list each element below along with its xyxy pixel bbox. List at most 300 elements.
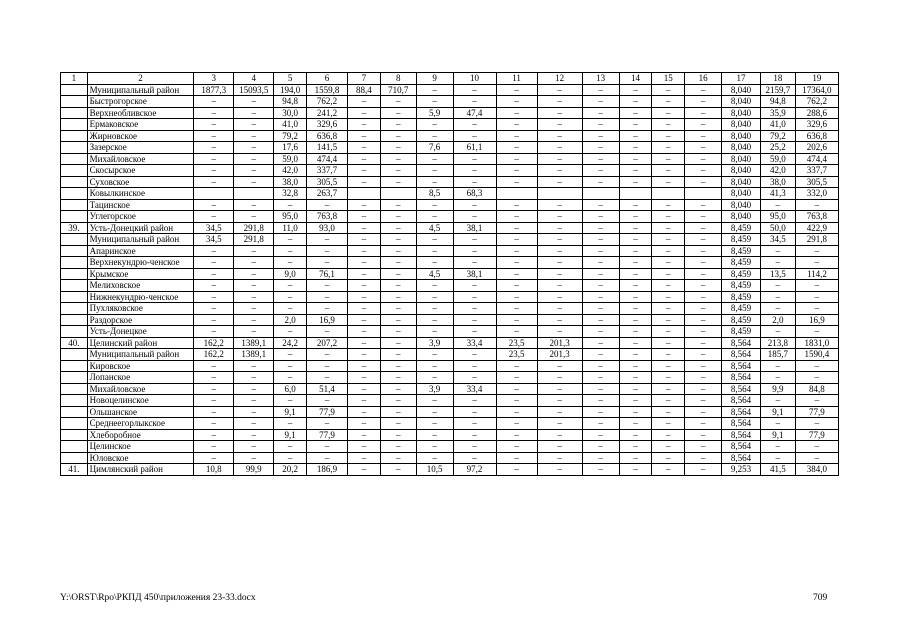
value-cell: – [453,303,496,315]
value-cell: – [234,280,274,292]
value-cell: – [619,119,652,131]
row-number-cell [61,360,88,372]
value-cell: 23,5 [496,349,537,361]
value-cell: – [194,360,234,372]
value-cell: – [496,452,537,464]
value-cell: – [537,383,582,395]
value-cell: – [619,441,652,453]
value-cell: 337,7 [306,165,347,177]
value-cell: – [619,199,652,211]
value-cell: 8,5 [416,188,453,200]
value-cell: – [194,326,234,338]
header-cell: 2 [87,73,194,85]
value-cell: – [582,280,619,292]
value-cell: – [652,176,685,188]
value-cell: – [619,222,652,234]
value-cell: – [652,165,685,177]
value-cell: – [619,383,652,395]
table-row [61,107,839,119]
value-cell: 99,9 [234,464,274,476]
value-cell: – [496,176,537,188]
value-cell: – [453,119,496,131]
value-cell: – [194,383,234,395]
value-cell: – [652,96,685,108]
value-cell [496,188,537,200]
territory-name-cell: Жирновское [87,130,194,142]
value-cell: – [685,96,722,108]
value-cell: 8,564 [722,418,761,430]
value-cell: – [380,383,416,395]
value-cell: – [416,130,453,142]
row-number-cell [61,119,88,131]
value-cell: – [453,96,496,108]
table-row [61,291,839,303]
value-cell: – [380,452,416,464]
value-cell: – [537,395,582,407]
territory-name-cell: Верхнекундрю-ченское [87,257,194,269]
table-row [61,165,839,177]
header-cell: 3 [194,73,234,85]
row-number-cell [61,418,88,430]
value-cell: – [537,153,582,165]
value-cell: – [234,383,274,395]
value-cell: – [496,234,537,246]
value-cell: – [347,372,380,384]
value-cell: – [453,291,496,303]
territory-name-cell: Ермаковское [87,119,194,131]
value-cell: – [619,418,652,430]
value-cell: – [685,406,722,418]
row-number-cell [61,257,88,269]
value-cell: – [416,96,453,108]
value-cell: – [582,257,619,269]
value-cell: 291,8 [795,234,838,246]
value-cell: – [795,418,838,430]
value-cell: – [537,142,582,154]
value-cell: – [619,406,652,418]
value-cell: – [347,349,380,361]
value-cell: – [416,176,453,188]
value-cell: – [416,153,453,165]
value-cell: – [537,464,582,476]
value-cell: – [234,268,274,280]
value-cell: 10,8 [194,464,234,476]
value-cell: – [347,360,380,372]
value-cell: – [582,372,619,384]
value-cell: – [496,429,537,441]
value-cell: 38,0 [274,176,307,188]
value-cell: – [274,441,307,453]
value-cell: – [234,165,274,177]
value-cell: 288,6 [795,107,838,119]
value-cell: – [685,349,722,361]
value-cell: – [347,211,380,223]
value-cell: – [582,291,619,303]
value-cell: – [619,464,652,476]
row-number-cell [61,268,88,280]
header-cell: 9 [416,73,453,85]
value-cell: 41,0 [760,119,795,131]
value-cell: 636,8 [306,130,347,142]
value-cell: – [306,441,347,453]
value-cell: 41,0 [274,119,307,131]
value-cell: – [619,130,652,142]
value-cell: – [760,199,795,211]
value-cell: – [453,314,496,326]
value-cell: 8,040 [722,211,761,223]
value-cell: 11,0 [274,222,307,234]
value-cell: 8,564 [722,360,761,372]
value-cell: 15093,5 [234,84,274,96]
value-cell: – [347,234,380,246]
value-cell: – [619,142,652,154]
value-cell: – [537,280,582,292]
value-cell: 636,8 [795,130,838,142]
value-cell: – [416,395,453,407]
value-cell: 8,040 [722,188,761,200]
row-number-cell [61,452,88,464]
data-table [60,72,839,476]
value-cell: 97,2 [453,464,496,476]
value-cell: – [496,165,537,177]
value-cell: – [685,165,722,177]
value-cell: – [582,337,619,349]
value-cell: – [619,234,652,246]
value-cell: – [795,199,838,211]
row-number-cell [61,153,88,165]
row-number-cell [61,372,88,384]
value-cell: – [582,395,619,407]
value-cell: – [537,176,582,188]
value-cell: – [274,245,307,257]
value-cell: – [234,130,274,142]
row-number-cell [61,429,88,441]
value-cell: – [685,176,722,188]
territory-name-cell: Апаринское [87,245,194,257]
value-cell: – [652,326,685,338]
value-cell: – [416,314,453,326]
header-cell: 13 [582,73,619,85]
header-cell: 1 [61,73,88,85]
value-cell: 8,564 [722,337,761,349]
territory-name-cell: Верхнеобливское [87,107,194,119]
value-cell: – [453,245,496,257]
value-cell: – [582,360,619,372]
value-cell: – [496,222,537,234]
value-cell: – [306,360,347,372]
value-cell: 8,040 [722,84,761,96]
value-cell: 8,040 [722,130,761,142]
value-cell: 8,564 [722,383,761,395]
value-cell: – [619,257,652,269]
table-row [61,464,839,476]
value-cell: – [537,291,582,303]
value-cell: – [380,142,416,154]
header-cell: 5 [274,73,307,85]
value-cell: – [453,418,496,430]
value-cell: – [194,314,234,326]
table-row [61,383,839,395]
value-cell: – [274,303,307,315]
value-cell [652,188,685,200]
value-cell: – [582,326,619,338]
value-cell: – [416,418,453,430]
value-cell: – [652,418,685,430]
value-cell: 38,1 [453,268,496,280]
value-cell: – [537,245,582,257]
value-cell: – [619,303,652,315]
value-cell: – [582,165,619,177]
value-cell: 305,5 [306,176,347,188]
table-row [61,119,839,131]
value-cell: – [537,360,582,372]
territory-name-cell: Михайловское [87,153,194,165]
value-cell: – [496,303,537,315]
value-cell: 77,9 [795,429,838,441]
value-cell: – [347,326,380,338]
value-cell: – [347,406,380,418]
row-number-cell [61,96,88,108]
value-cell: 9,253 [722,464,761,476]
value-cell: 263,7 [306,188,347,200]
value-cell: – [652,268,685,280]
value-cell: – [234,211,274,223]
value-cell: 8,040 [722,96,761,108]
territory-name-cell: Юловское [87,452,194,464]
value-cell: – [194,199,234,211]
value-cell: – [619,372,652,384]
value-cell: – [234,418,274,430]
value-cell: 59,0 [760,153,795,165]
value-cell: 8,564 [722,372,761,384]
value-cell: – [380,441,416,453]
value-cell: – [194,165,234,177]
value-cell: – [619,395,652,407]
value-cell: – [760,452,795,464]
value-cell [194,188,234,200]
value-cell: – [496,142,537,154]
value-cell: – [496,199,537,211]
row-number-cell: 40. [61,337,88,349]
value-cell: – [652,383,685,395]
value-cell: – [582,96,619,108]
value-cell: – [234,395,274,407]
value-cell: – [347,291,380,303]
value-cell: – [347,441,380,453]
row-number-cell [61,280,88,292]
value-cell: – [306,245,347,257]
value-cell: – [760,395,795,407]
value-cell: – [537,199,582,211]
value-cell: – [582,429,619,441]
value-cell: – [652,372,685,384]
value-cell: – [537,165,582,177]
value-cell: – [306,280,347,292]
value-cell: 2,0 [760,314,795,326]
value-cell: – [537,314,582,326]
header-cell: 6 [306,73,347,85]
value-cell: 94,8 [760,96,795,108]
value-cell: – [496,280,537,292]
value-cell: – [652,291,685,303]
value-cell: – [496,130,537,142]
value-cell: 34,5 [760,234,795,246]
value-cell: – [652,245,685,257]
territory-name-cell: Ольшанское [87,406,194,418]
value-cell: 94,8 [274,96,307,108]
value-cell: – [496,418,537,430]
row-number-cell [61,199,88,211]
value-cell: – [453,234,496,246]
value-cell: 38,1 [453,222,496,234]
table-row [61,234,839,246]
value-cell: 1831,0 [795,337,838,349]
value-cell: – [234,372,274,384]
value-cell: – [685,84,722,96]
value-cell: – [194,395,234,407]
value-cell: – [537,429,582,441]
value-cell: – [760,372,795,384]
value-cell: – [685,337,722,349]
value-cell: – [685,291,722,303]
value-cell: 34,5 [194,234,234,246]
value-cell: – [619,165,652,177]
table-row [61,452,839,464]
value-cell: 194,0 [274,84,307,96]
value-cell: – [234,441,274,453]
value-cell: 8,459 [722,268,761,280]
value-cell: – [652,234,685,246]
value-cell: 50,0 [760,222,795,234]
value-cell: – [453,280,496,292]
value-cell: – [652,464,685,476]
value-cell: – [380,268,416,280]
value-cell: 1389,1 [234,349,274,361]
value-cell: – [416,360,453,372]
value-cell: – [306,452,347,464]
value-cell: – [194,441,234,453]
value-cell: – [453,84,496,96]
value-cell: – [453,441,496,453]
value-cell: – [685,222,722,234]
value-cell: – [380,303,416,315]
territory-name-cell: Усть-Донецкое [87,326,194,338]
territory-name-cell: Целинское [87,441,194,453]
value-cell: – [453,130,496,142]
value-cell: 141,5 [306,142,347,154]
territory-name-cell: Быстрогорское [87,96,194,108]
header-cell: 16 [685,73,722,85]
value-cell: – [582,199,619,211]
value-cell: 88,4 [347,84,380,96]
value-cell: – [496,326,537,338]
table-row [61,360,839,372]
value-cell: – [760,257,795,269]
value-cell: – [234,291,274,303]
value-cell: – [760,360,795,372]
value-cell: – [347,418,380,430]
value-cell: – [537,418,582,430]
value-cell: 8,040 [722,153,761,165]
value-cell: – [582,234,619,246]
value-cell: 763,8 [306,211,347,223]
value-cell: 305,5 [795,176,838,188]
value-cell: 162,2 [194,349,234,361]
value-cell: – [347,314,380,326]
value-cell: – [274,452,307,464]
value-cell: – [496,96,537,108]
value-cell: – [234,107,274,119]
value-cell: 1559,8 [306,84,347,96]
value-cell: – [685,268,722,280]
value-cell: – [453,360,496,372]
value-cell: – [380,372,416,384]
value-cell: – [380,130,416,142]
footer-file-path: Y:\ORST\Rpo\РКПД 450\приложения 23-33.docx [60,593,256,603]
value-cell: – [496,245,537,257]
value-cell: – [194,119,234,131]
value-cell: – [380,234,416,246]
value-cell: – [496,372,537,384]
value-cell: – [194,96,234,108]
value-cell: – [416,429,453,441]
value-cell: – [537,119,582,131]
value-cell: – [537,441,582,453]
table-row [61,245,839,257]
value-cell: – [347,176,380,188]
value-cell: 8,459 [722,245,761,257]
value-cell: – [652,130,685,142]
value-cell: – [416,406,453,418]
table-row [61,199,839,211]
value-cell: – [685,464,722,476]
row-number-cell [61,130,88,142]
value-cell: – [416,349,453,361]
value-cell: 162,2 [194,337,234,349]
value-cell: – [347,268,380,280]
value-cell: 9,9 [760,383,795,395]
value-cell: – [453,153,496,165]
value-cell: – [619,429,652,441]
value-cell: – [582,245,619,257]
value-cell: – [274,418,307,430]
value-cell: 8,459 [722,257,761,269]
value-cell: – [416,372,453,384]
value-cell: 77,9 [306,406,347,418]
territory-name-cell: Углегорское [87,211,194,223]
territory-name-cell: Тацинское [87,199,194,211]
value-cell: 384,0 [795,464,838,476]
value-cell: 42,0 [760,165,795,177]
value-cell: 76,1 [306,268,347,280]
header-cell: 11 [496,73,537,85]
value-cell: 8,040 [722,107,761,119]
value-cell: – [416,234,453,246]
value-cell: – [347,119,380,131]
value-cell: – [582,464,619,476]
row-number-cell [61,142,88,154]
value-cell: – [347,429,380,441]
territory-name-cell: Хлеборобное [87,429,194,441]
value-cell: – [274,360,307,372]
row-number-cell [61,314,88,326]
value-cell: 16,9 [306,314,347,326]
value-cell: 79,2 [274,130,307,142]
value-cell: – [380,176,416,188]
value-cell: – [619,360,652,372]
value-cell: – [619,245,652,257]
table-row [61,211,839,223]
